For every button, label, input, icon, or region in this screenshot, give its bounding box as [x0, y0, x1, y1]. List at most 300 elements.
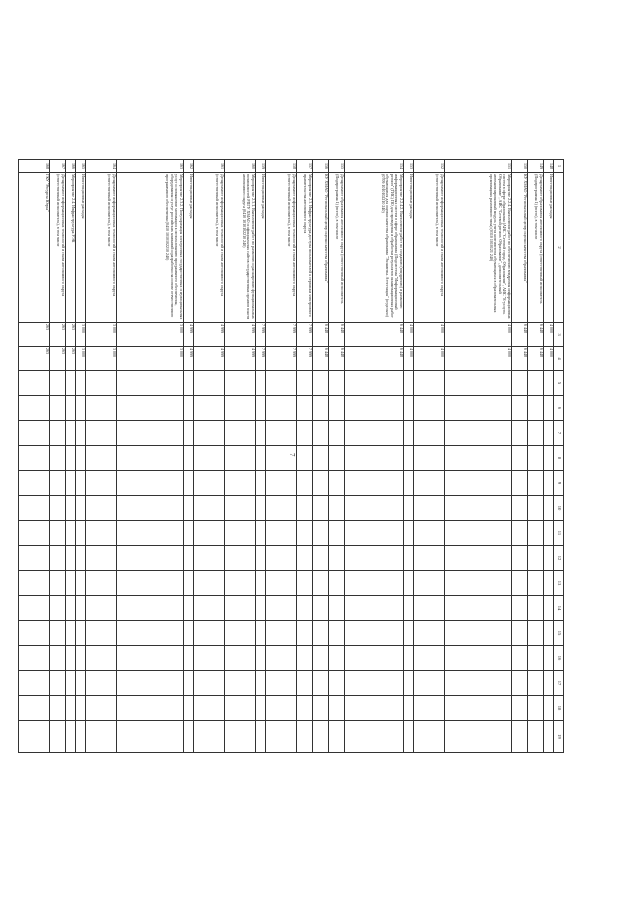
empty-cell [184, 696, 194, 721]
empty-cell [512, 471, 528, 496]
empty-cell [194, 646, 225, 671]
empty-cell [19, 471, 50, 496]
column-header: 10 [554, 496, 564, 521]
empty-cell [66, 696, 76, 721]
table-row [117, 160, 184, 753]
row-number: 168 [19, 160, 50, 173]
budget-table [18, 159, 564, 753]
empty-cell [313, 521, 329, 546]
column-header: 1 [554, 160, 564, 173]
table-row [266, 160, 297, 753]
empty-cell [512, 446, 528, 471]
empty-cell [404, 471, 414, 496]
table-row [76, 160, 86, 753]
empty-cell [19, 521, 50, 546]
empty-cell [414, 446, 445, 471]
table-row [528, 160, 544, 753]
empty-cell [414, 496, 445, 521]
empty-cell [345, 496, 404, 521]
empty-cell [19, 371, 50, 396]
empty-cell [528, 721, 544, 753]
empty-cell [445, 421, 512, 446]
row-value-col4: 6 448 [512, 347, 528, 371]
empty-cell [86, 446, 117, 471]
empty-cell [414, 371, 445, 396]
empty-cell [266, 721, 297, 753]
empty-cell [225, 621, 256, 646]
table-row [414, 160, 445, 753]
row-value-col4: 4 000 [445, 347, 512, 371]
row-value-col4: 6 448 [329, 347, 345, 371]
empty-cell [297, 721, 313, 753]
table-row [184, 160, 194, 753]
empty-cell [445, 721, 512, 753]
empty-cell [76, 371, 86, 396]
empty-cell [184, 471, 194, 496]
row-number: 165 [76, 160, 86, 173]
empty-cell [184, 546, 194, 571]
empty-cell [184, 646, 194, 671]
empty-cell [313, 371, 329, 396]
empty-cell [86, 471, 117, 496]
empty-cell [76, 496, 86, 521]
empty-cell [528, 621, 544, 646]
row-value-col3: 3 000 [76, 323, 86, 347]
empty-cell [225, 496, 256, 521]
empty-cell [50, 671, 66, 696]
empty-cell [528, 471, 544, 496]
empty-cell [117, 696, 184, 721]
empty-cell [345, 571, 404, 596]
empty-cell [345, 646, 404, 671]
rotated-table-container [45, 159, 564, 751]
empty-cell [544, 621, 554, 646]
empty-cell [76, 671, 86, 696]
row-value-col3: 4 000 [414, 323, 445, 347]
table-row [66, 160, 76, 753]
empty-cell [19, 496, 50, 521]
row-number: 159 [256, 160, 266, 173]
row-value-col3: 4 999 [194, 323, 225, 347]
empty-cell [512, 671, 528, 696]
empty-cell [256, 371, 266, 396]
column-header: 6 [554, 396, 564, 421]
row-number: 152 [414, 160, 445, 173]
empty-cell [404, 496, 414, 521]
empty-cell [313, 421, 329, 446]
empty-cell [225, 596, 256, 621]
empty-cell [117, 371, 184, 396]
empty-cell [528, 446, 544, 471]
empty-cell [50, 596, 66, 621]
empty-cell [512, 571, 528, 596]
empty-cell [117, 521, 184, 546]
column-header: 15 [554, 621, 564, 646]
empty-cell [66, 496, 76, 521]
empty-cell [50, 471, 66, 496]
empty-cell [313, 496, 329, 521]
empty-cell [266, 671, 297, 696]
column-header: 4 [554, 347, 564, 371]
empty-cell [50, 421, 66, 446]
empty-cell [512, 646, 528, 671]
empty-cell [225, 671, 256, 696]
row-name: КУ ХМАО "Региональный центр оценки качества образования" [313, 173, 329, 323]
empty-cell [544, 546, 554, 571]
empty-cell [404, 521, 414, 546]
table-row [297, 160, 313, 753]
empty-cell [329, 421, 345, 446]
empty-cell [117, 546, 184, 571]
column-header: 12 [554, 546, 564, 571]
column-header: 7 [554, 421, 564, 446]
row-number: 148 [544, 160, 554, 173]
empty-cell [544, 671, 554, 696]
empty-cell [445, 671, 512, 696]
row-name: КУ ХМАО "Региональный центр оценки качества образования" [512, 173, 528, 323]
row-number: 151 [445, 160, 512, 173]
empty-cell [184, 571, 194, 596]
empty-cell [512, 421, 528, 446]
empty-cell [66, 546, 76, 571]
empty-cell [297, 396, 313, 421]
empty-cell [544, 596, 554, 621]
table-body [19, 160, 554, 753]
row-value-col3: 6 448 [313, 323, 329, 347]
empty-cell [414, 546, 445, 571]
row-number: 162 [184, 160, 194, 173]
row-number: 155 [329, 160, 345, 173]
empty-cell [66, 671, 76, 696]
table-row [512, 160, 528, 753]
empty-cell [528, 596, 544, 621]
empty-cell [194, 671, 225, 696]
empty-cell [86, 421, 117, 446]
empty-cell [66, 621, 76, 646]
row-value-col3: 6 448 [512, 323, 528, 347]
empty-cell [76, 546, 86, 571]
empty-cell [297, 371, 313, 396]
empty-cell [528, 671, 544, 696]
row-name: Инвестиционные расходы [184, 173, 194, 323]
empty-cell [329, 496, 345, 521]
empty-cell [225, 471, 256, 496]
empty-cell [345, 596, 404, 621]
empty-cell [512, 371, 528, 396]
row-name: Департамент информационных технологий и связи автономного округа (ответственный исполнитель), в том числе [50, 173, 66, 323]
empty-cell [76, 696, 86, 721]
empty-cell [313, 471, 329, 496]
table-row [329, 160, 345, 753]
row-name: Инвестиционные расходы [404, 173, 414, 323]
column-header: 18 [554, 696, 564, 721]
table-row [544, 160, 554, 753]
empty-cell [329, 396, 345, 421]
empty-cell [445, 596, 512, 621]
empty-cell [266, 521, 297, 546]
empty-cell [117, 471, 184, 496]
empty-cell [225, 721, 256, 753]
empty-cell [50, 721, 66, 753]
empty-cell [329, 696, 345, 721]
table-row [86, 160, 117, 753]
empty-cell [266, 596, 297, 621]
row-name: Мероприятие 2.2.4.2. Выполнение работ по созданию (внедрению) и развитию информационных систем в сфере образования (Подсистема "Информационный регион" (ГИС) ПО для проведения и обработки результатов экзаменационных работ обучающихся для оценки качества образования "Экзамены. Аттестация" (отдельно) (0709 1010102210 240) [345, 173, 404, 323]
empty-cell [445, 646, 512, 671]
empty-cell [76, 621, 86, 646]
empty-cell [50, 546, 66, 571]
empty-cell [266, 571, 297, 596]
empty-cell [86, 671, 117, 696]
empty-cell [225, 421, 256, 446]
row-name: Департамент образования автономного округа (ответственный исполнитель (Подпрограмма 1) (всего), в том числе [329, 173, 345, 323]
empty-cell [512, 596, 528, 621]
empty-cell [66, 471, 76, 496]
column-header: 5 [554, 371, 564, 396]
row-value-col4: 4 999 [225, 347, 256, 371]
empty-cell [76, 396, 86, 421]
empty-cell [404, 546, 414, 571]
row-value-col3: 4 000 [404, 323, 414, 347]
empty-cell [329, 371, 345, 396]
empty-cell [345, 721, 404, 753]
empty-cell [528, 696, 544, 721]
empty-cell [329, 671, 345, 696]
empty-cell [512, 721, 528, 753]
empty-cell [445, 696, 512, 721]
row-number: 166 [66, 160, 76, 173]
empty-cell [544, 521, 554, 546]
empty-cell [76, 571, 86, 596]
empty-cell [414, 471, 445, 496]
table-row [404, 160, 414, 753]
empty-cell [329, 596, 345, 621]
empty-cell [404, 721, 414, 753]
row-number: 158 [266, 160, 297, 173]
empty-cell [266, 621, 297, 646]
empty-cell [414, 396, 445, 421]
empty-cell [184, 421, 194, 446]
empty-cell [404, 446, 414, 471]
column-header: 2 [554, 173, 564, 323]
empty-cell [445, 496, 512, 521]
empty-cell [117, 596, 184, 621]
page-number: 7 [288, 453, 296, 457]
empty-cell [528, 396, 544, 421]
empty-cell [86, 521, 117, 546]
row-name: Департамент информационных технологий и связи автономного округа (ответственный исполнитель), в том числе [414, 173, 445, 323]
empty-cell [528, 521, 544, 546]
row-value-col3: 3 000 [117, 323, 184, 347]
table-row [256, 160, 266, 753]
empty-cell [66, 646, 76, 671]
row-value-col4: 263 [50, 347, 66, 371]
empty-cell [194, 546, 225, 571]
column-header: 14 [554, 596, 564, 621]
empty-cell [225, 646, 256, 671]
empty-cell [184, 371, 194, 396]
empty-cell [184, 721, 194, 753]
row-name: Департамент информационных технологий и связи автономного округа (ответственный исполнитель), в том числе [194, 173, 225, 323]
empty-cell [225, 546, 256, 571]
empty-cell [404, 671, 414, 696]
empty-cell [445, 471, 512, 496]
empty-cell [256, 421, 266, 446]
empty-cell [194, 446, 225, 471]
empty-cell [117, 446, 184, 471]
empty-cell [512, 621, 528, 646]
empty-cell [66, 446, 76, 471]
empty-cell [329, 521, 345, 546]
empty-cell [76, 521, 86, 546]
empty-cell [184, 521, 194, 546]
empty-cell [117, 671, 184, 696]
empty-cell [297, 421, 313, 446]
empty-cell [86, 571, 117, 596]
empty-cell [528, 571, 544, 596]
empty-cell [50, 621, 66, 646]
empty-cell [345, 546, 404, 571]
empty-cell [19, 621, 50, 646]
empty-cell [50, 446, 66, 471]
empty-cell [404, 396, 414, 421]
empty-cell [66, 396, 76, 421]
empty-cell [19, 396, 50, 421]
empty-cell [86, 596, 117, 621]
empty-cell [445, 571, 512, 596]
row-number: 163 [117, 160, 184, 173]
empty-cell [313, 696, 329, 721]
empty-cell [66, 721, 76, 753]
row-number: 154 [345, 160, 404, 173]
row-number: 149 [528, 160, 544, 173]
empty-cell [297, 571, 313, 596]
empty-cell [544, 396, 554, 421]
row-value-col3: 263 [66, 323, 76, 347]
empty-cell [266, 546, 297, 571]
empty-cell [86, 371, 117, 396]
empty-cell [414, 721, 445, 753]
empty-cell [117, 396, 184, 421]
empty-cell [19, 696, 50, 721]
empty-cell [86, 646, 117, 671]
empty-cell [313, 621, 329, 646]
empty-cell [266, 471, 297, 496]
row-value-col4: 263 [66, 347, 76, 371]
empty-cell [512, 396, 528, 421]
empty-cell [225, 446, 256, 471]
empty-cell [194, 696, 225, 721]
empty-cell [86, 496, 117, 521]
empty-cell [313, 396, 329, 421]
empty-cell [184, 621, 194, 646]
row-number: 153 [404, 160, 414, 173]
empty-cell [76, 721, 86, 753]
empty-cell [194, 496, 225, 521]
row-name: Мероприятие 2.3. Инфраструктура доступа пользователей к сервисам электронного правительства автономного округа [297, 173, 313, 323]
table-row [194, 160, 225, 753]
row-name: Департамент информационных технологий и связи автономного округа (ответственный исполнитель), в том числе [86, 173, 117, 323]
empty-cell [404, 421, 414, 446]
empty-cell [329, 621, 345, 646]
empty-cell [117, 721, 184, 753]
empty-cell [528, 546, 544, 571]
empty-cell [76, 421, 86, 446]
empty-cell [19, 421, 50, 446]
empty-cell [414, 621, 445, 646]
empty-cell [194, 421, 225, 446]
empty-cell [512, 521, 528, 546]
empty-cell [404, 646, 414, 671]
empty-cell [225, 696, 256, 721]
empty-cell [414, 696, 445, 721]
empty-cell [256, 621, 266, 646]
empty-cell [297, 496, 313, 521]
empty-cell [66, 371, 76, 396]
empty-cell [266, 396, 297, 421]
empty-cell [414, 521, 445, 546]
empty-cell [345, 446, 404, 471]
table-row [19, 160, 50, 753]
empty-cell [512, 696, 528, 721]
empty-cell [345, 671, 404, 696]
empty-cell [297, 521, 313, 546]
empty-cell [76, 471, 86, 496]
empty-cell [329, 646, 345, 671]
empty-cell [297, 671, 313, 696]
empty-cell [256, 721, 266, 753]
empty-cell [445, 621, 512, 646]
empty-cell [184, 446, 194, 471]
row-name: Инвестиционные расходы [544, 173, 554, 323]
row-value-col4: 6 448 [313, 347, 329, 371]
row-number: 150 [512, 160, 528, 173]
row-value-col4: 4 999 [194, 347, 225, 371]
empty-cell [194, 721, 225, 753]
empty-cell [86, 621, 117, 646]
empty-cell [528, 646, 544, 671]
row-value-col3: 4 999 [225, 323, 256, 347]
empty-cell [225, 396, 256, 421]
empty-cell [256, 571, 266, 596]
row-value-col4: 3 000 [117, 347, 184, 371]
table-row [345, 160, 404, 753]
empty-cell [194, 396, 225, 421]
empty-cell [19, 671, 50, 696]
empty-cell [66, 421, 76, 446]
row-name: Мероприятие 2.4. Инфраструктура УЭК [66, 173, 76, 323]
empty-cell [544, 446, 554, 471]
row-value-col4: 7 999 [297, 347, 313, 371]
empty-cell [19, 446, 50, 471]
empty-cell [194, 371, 225, 396]
empty-cell [329, 571, 345, 596]
empty-cell [256, 696, 266, 721]
column-header: 16 [554, 646, 564, 671]
empty-cell [194, 521, 225, 546]
empty-cell [313, 596, 329, 621]
empty-cell [512, 496, 528, 521]
row-value-col3: 7 999 [297, 323, 313, 347]
row-name: Департамент информационных технологий и связи автономного округа (ответственный исполнитель), в том числе [266, 173, 297, 323]
empty-cell [345, 421, 404, 446]
empty-cell [86, 696, 117, 721]
column-header: 8 [554, 446, 564, 471]
row-name: Департамент образования автономного округа (ответственный исполнитель (Подпрограмма 1) (всего), в том числе [528, 173, 544, 323]
row-value-col3: 6 448 [329, 323, 345, 347]
row-name: Инвестиционные расходы [76, 173, 86, 323]
empty-cell [19, 571, 50, 596]
